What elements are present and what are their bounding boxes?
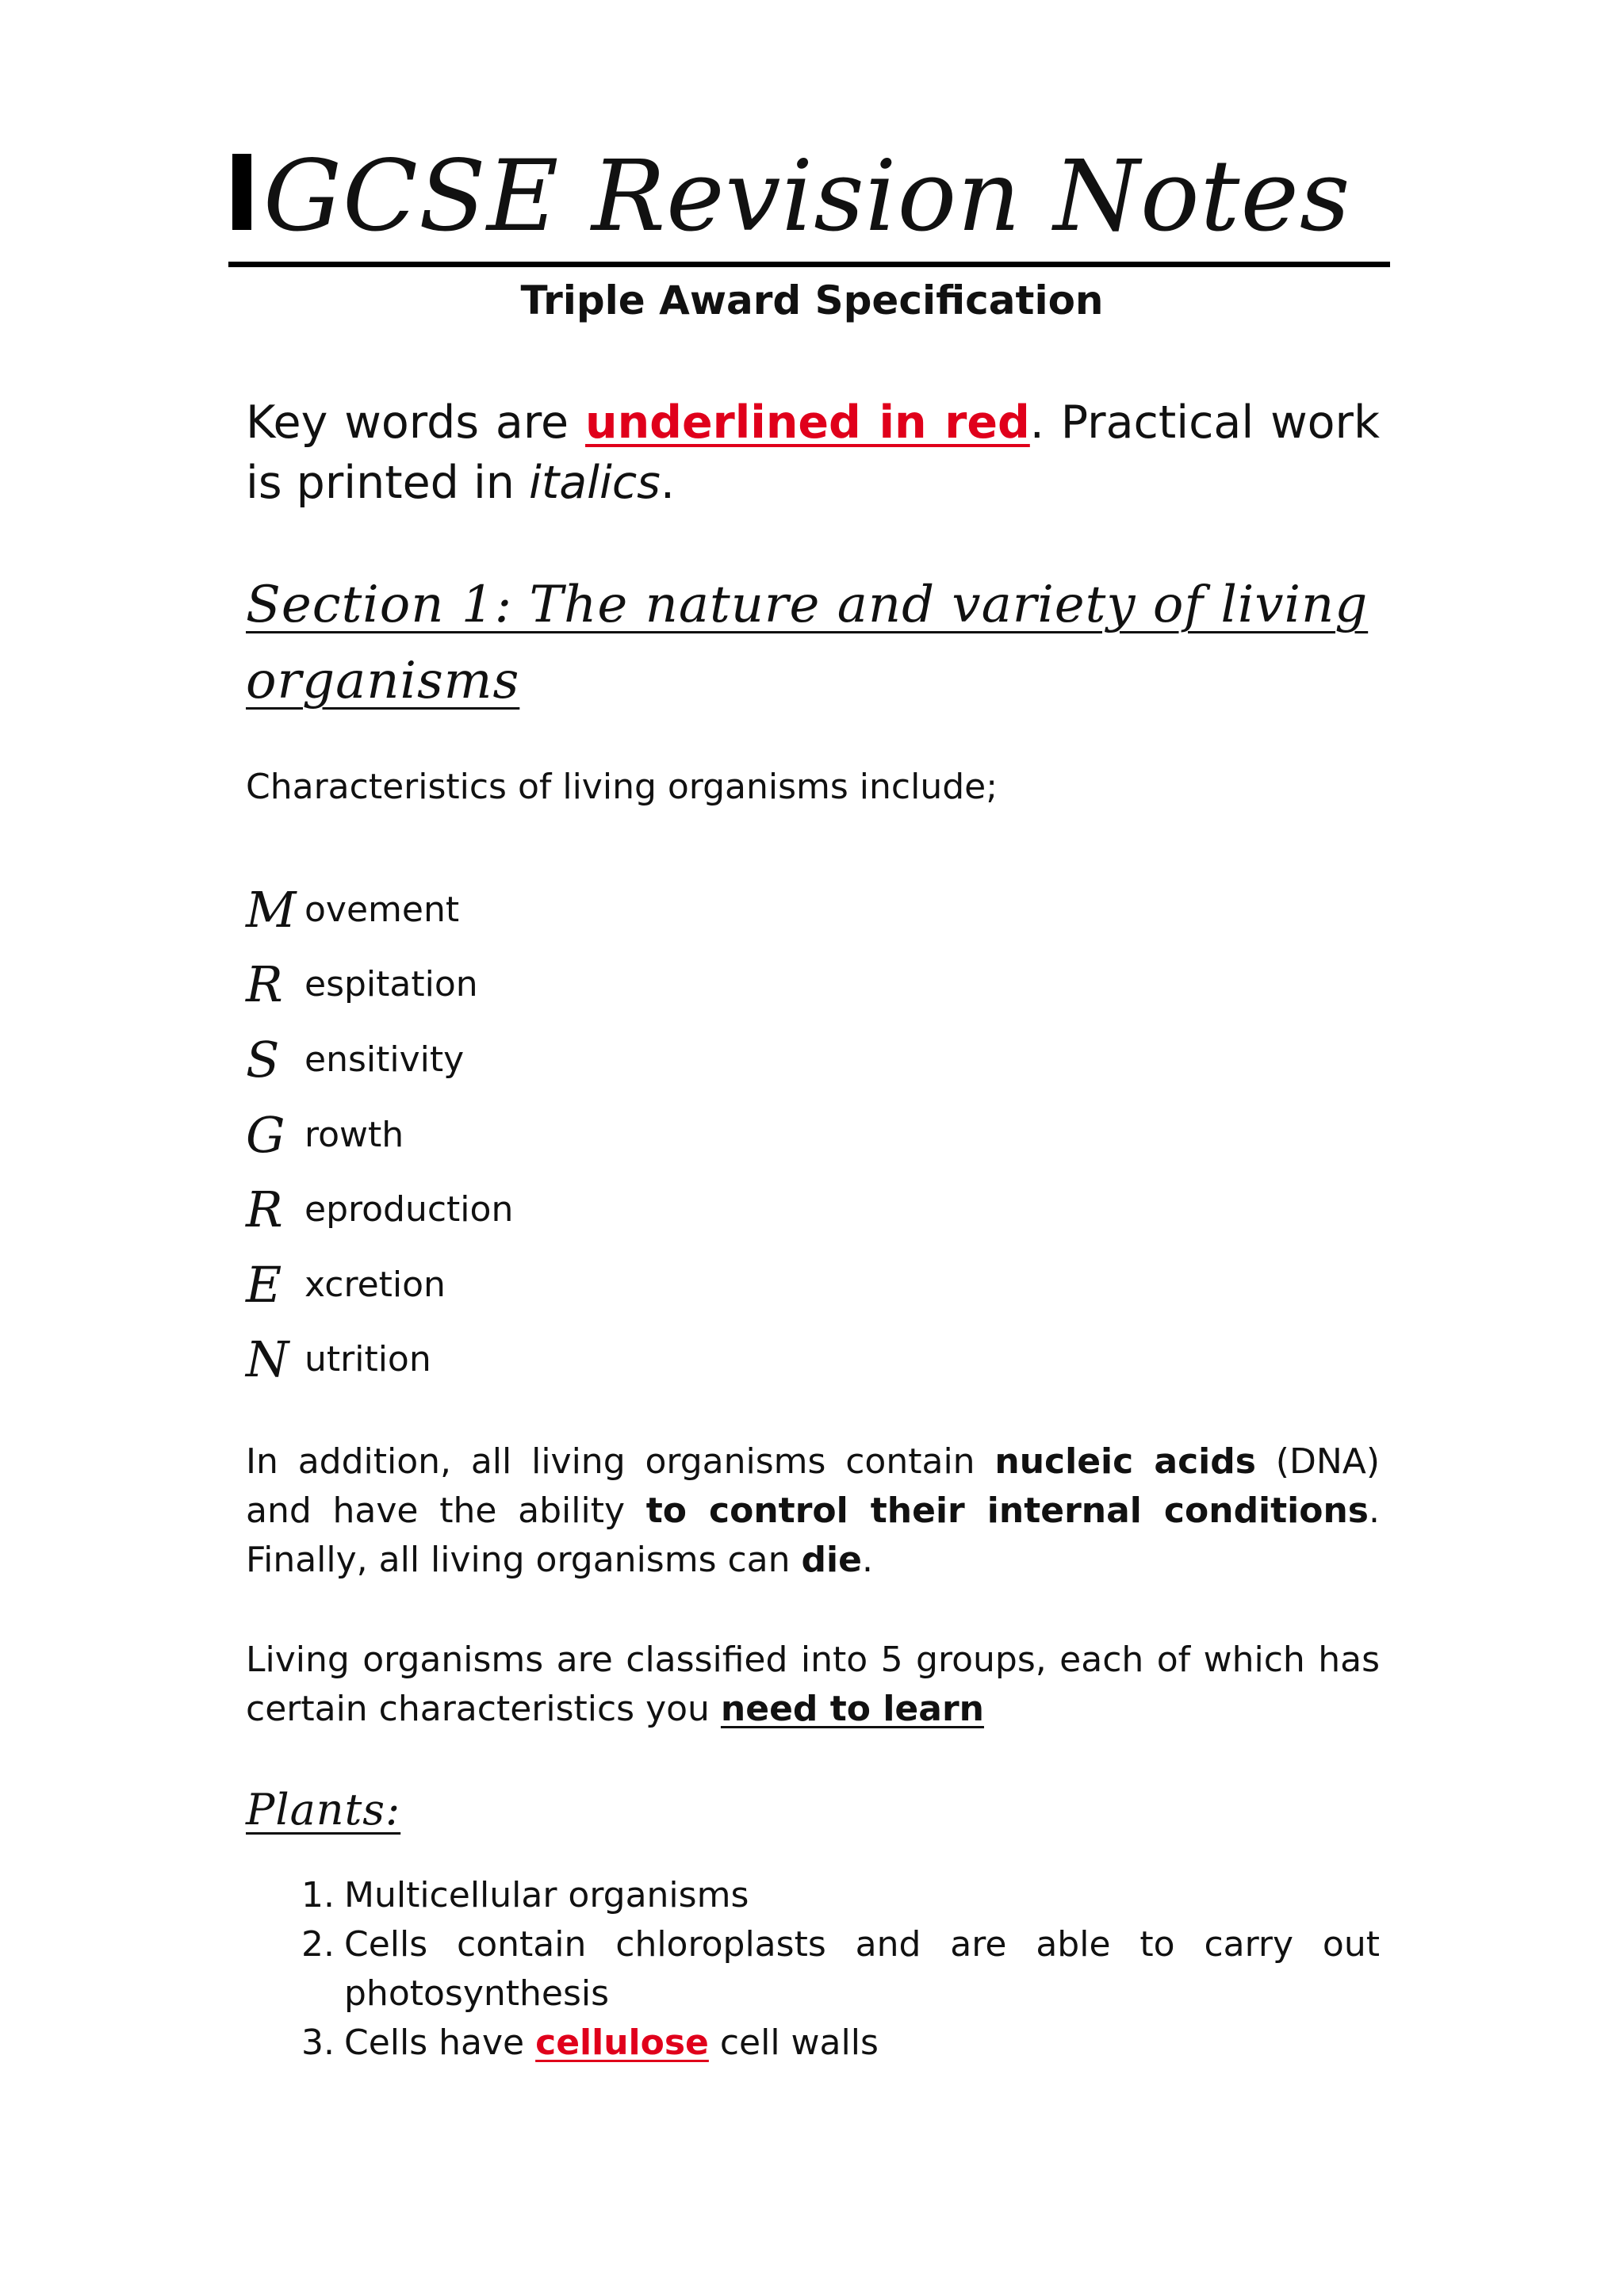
paragraph-text: . Finally, all living organisms can (246, 1490, 1380, 1580)
paragraph-text: (DNA) and have the ability (246, 1441, 1380, 1531)
list-item (246, 1097, 513, 1173)
list-item-keyword: cellulose (535, 2022, 709, 2063)
list-item-text: espitation (304, 964, 478, 1005)
list-item-text: utrition (304, 1339, 431, 1380)
list-item (246, 1022, 513, 1097)
list-item-number: 1. (301, 1875, 335, 1915)
bold-term: die (801, 1540, 862, 1580)
bold-term: nucleic acids (994, 1441, 1256, 1482)
list-item-text-post: cell walls (708, 2022, 879, 2063)
list-item-text: eproduction (304, 1189, 514, 1230)
list-item-initial: M (246, 880, 297, 939)
list-item (246, 947, 513, 1023)
list-item (246, 1871, 1380, 1920)
list-item (246, 1247, 513, 1322)
intro-text-1: Key words are (246, 396, 586, 449)
bold-underlined-term: need to learn (720, 1689, 984, 1729)
list-item-text: ensitivity (304, 1039, 465, 1080)
list-item (246, 1322, 513, 1398)
bold-term: to control their internal conditions (645, 1490, 1369, 1531)
title-text: GCSE Revision Notes (263, 140, 1351, 254)
list-item-text: rowth (304, 1114, 404, 1155)
list-item-text: Multicellular organisms (344, 1875, 749, 1915)
section-heading: Section 1: The nature and variety of living organisms (246, 576, 1369, 710)
intro-text-2: . Practical work is printed in (246, 396, 1381, 509)
list-item-initial: R (246, 955, 284, 1014)
list-item-text (344, 2019, 1380, 2068)
paragraph-text: Living organisms are classified into 5 groups, each of which has certain characteristics you (246, 1640, 1380, 1729)
paragraph-text: . (861, 1540, 873, 1580)
paragraph-text: In addition, all living organisms contain (246, 1441, 995, 1482)
body-paragraph (246, 1437, 1380, 1585)
plants-heading: Plants: (246, 1785, 401, 1835)
intro-paragraph (246, 392, 1380, 513)
plants-list (246, 1871, 1380, 2068)
document-title (228, 135, 1390, 267)
list-item-number: 2. (301, 1924, 335, 1965)
list-item-text: Cells contain chloroplasts and are able to carry out photosynthesis (344, 1924, 1380, 2014)
list-item-text: ovement (304, 889, 460, 930)
list-item-initial: N (246, 1330, 290, 1389)
intro-keyword: underlined in red (585, 396, 1030, 449)
body-paragraph (246, 1636, 1380, 1734)
list-item-number: 3. (301, 2022, 335, 2063)
list-item-initial: G (246, 1105, 286, 1164)
subtitle: Triple Award Specification (520, 277, 1104, 323)
title-first-letter-i (232, 154, 251, 230)
list-item (246, 1172, 513, 1247)
list-item-text-pre: Cells have (344, 2022, 536, 2063)
list-item (246, 2019, 1380, 2068)
list-item-initial: S (246, 1030, 281, 1089)
intro-italic-word: italics (529, 457, 661, 509)
intro-text-3: . (660, 457, 675, 509)
characteristics-list (246, 872, 513, 1397)
characteristics-intro: Characteristics of living organisms include; (246, 767, 998, 807)
list-item (246, 872, 513, 947)
list-item-initial: R (246, 1181, 284, 1239)
list-item (246, 1920, 1380, 2019)
list-item-initial: E (246, 1255, 283, 1314)
list-item-text: xcretion (304, 1264, 446, 1305)
